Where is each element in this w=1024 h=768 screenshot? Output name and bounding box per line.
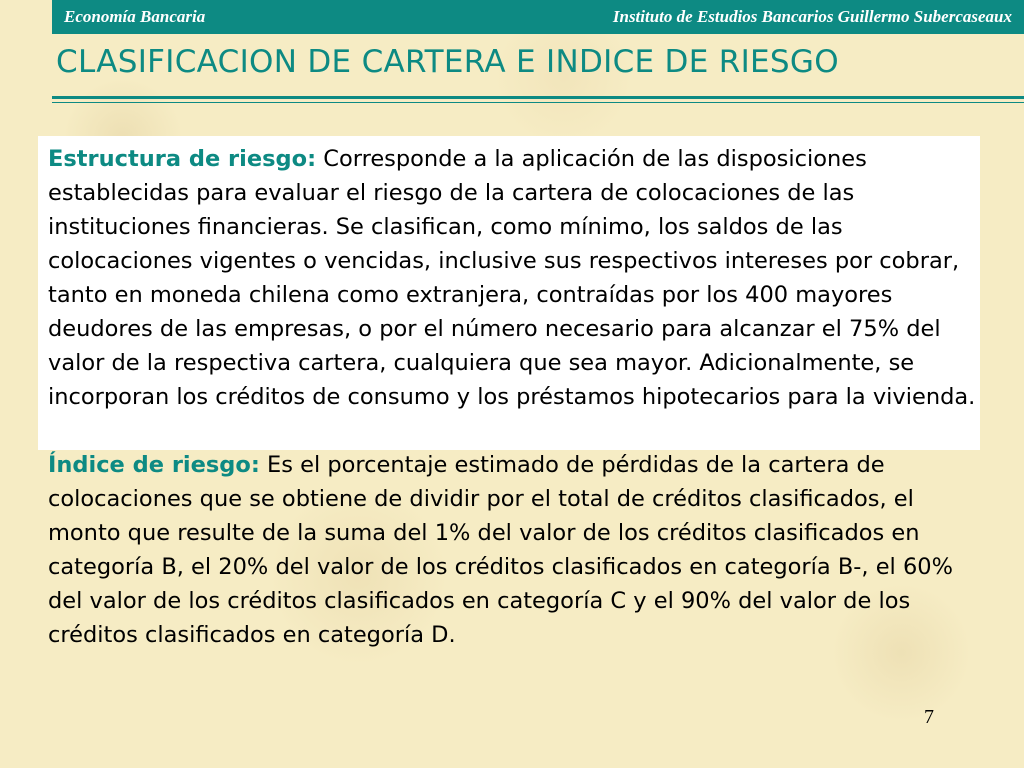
slide-body xyxy=(48,142,988,652)
term-estructura-de-riesgo: Estructura de riesgo: xyxy=(48,146,317,172)
paragraph-estructura-de-riesgo xyxy=(48,142,988,414)
term-indice-de-riesgo: Índice de riesgo: xyxy=(48,452,260,478)
definition-indice-de-riesgo: Es el porcentaje estimado de pérdidas de la cartera de colocaciones que se obtiene de dividir por el total de créditos clasificados, el monto que resulte de la suma del 1% del valor de los créditos clasificados en categoría B, el 20% del valor de los créditos clasificados en categoría B-, el 60% del valor de los créditos clasificados en categoría C y el 90% del valor de los créditos clasificados en categoría D. xyxy=(48,452,953,648)
title-divider-thick xyxy=(52,96,1024,99)
slide-title: CLASIFICACION DE CARTERA E INDICE DE RIESGO xyxy=(56,44,839,80)
header-bar xyxy=(52,0,1024,34)
page-number: 7 xyxy=(924,706,934,728)
title-divider-thin xyxy=(52,102,1024,103)
institute-name: Instituto de Estudios Bancarios Guillermo Subercaseaux xyxy=(612,7,1012,26)
course-name: Economía Bancaria xyxy=(64,7,206,26)
definition-estructura-de-riesgo: Corresponde a la aplicación de las disposiciones establecidas para evaluar el riesgo de la cartera de colocaciones de las instituciones financieras. Se clasifican, como mínimo, los saldos de las colocaciones vigentes o vencidas, inclusive sus respectivos intereses por cobrar, tanto en moneda chilena como extranjera, contraídas por los 400 mayores deudores de las empresas, o por el número necesario para alcanzar el 75% del valor de la respectiva cartera, cualquiera que sea mayor. Adicionalmente, se incorporan los créditos de consumo y los préstamos hipotecarios para la vivienda. xyxy=(48,146,976,410)
paragraph-indice-de-riesgo xyxy=(48,448,988,652)
